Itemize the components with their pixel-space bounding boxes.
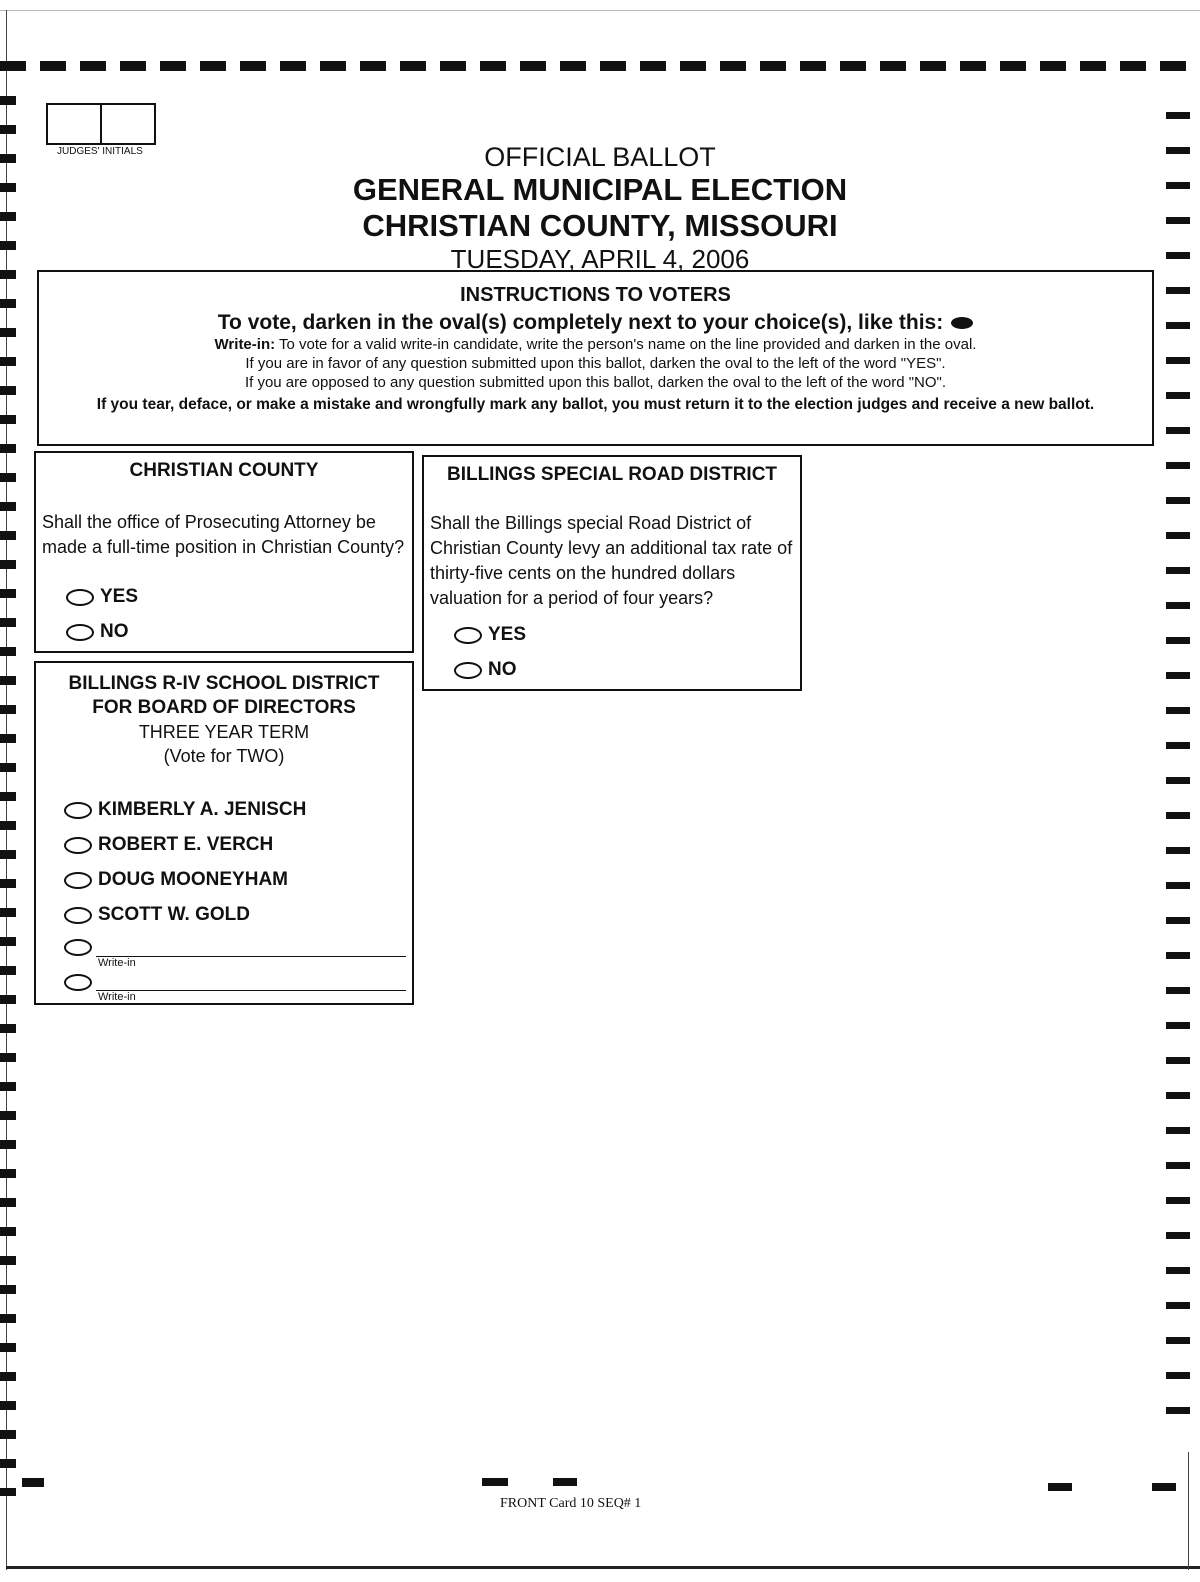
oval-icon[interactable]	[454, 662, 482, 679]
option-no[interactable]	[454, 659, 517, 681]
candidate-name: DOUG MOONEYHAM	[98, 869, 288, 890]
contest-term: THREE YEAR TERM	[138, 722, 310, 742]
oval-icon[interactable]	[64, 974, 92, 991]
oval-icon[interactable]	[66, 589, 94, 606]
page-border-top	[0, 10, 1200, 11]
candidate-option[interactable]	[64, 869, 288, 891]
writein-line-2[interactable]	[96, 990, 406, 991]
question-line: Shall the office of Prosecuting Attorney be	[42, 512, 376, 532]
candidate-name: SCOTT W. GOLD	[98, 904, 250, 925]
oval-icon[interactable]	[454, 627, 482, 644]
option-yes[interactable]	[66, 586, 138, 608]
page-border-bottom	[6, 1566, 1200, 1569]
contest-christian-county	[34, 451, 414, 653]
contest-title-line: BILLINGS R-IV SCHOOL DISTRICT	[68, 673, 380, 694]
candidate-option[interactable]	[64, 834, 273, 856]
writein-label-2: Write-in	[98, 991, 136, 1003]
instructions-box	[37, 270, 1154, 446]
question-line: valuation for a period of four years?	[430, 588, 714, 608]
header-official-ballot: OFFICIAL BALLOT	[484, 142, 716, 172]
timing-marks-right	[1166, 112, 1190, 1432]
judges-initials-box[interactable]	[46, 103, 156, 145]
instructions-no: If you are opposed to any question submitted upon this ballot, darken the oval to the left of the word "NO".	[244, 374, 947, 391]
instructions-yes: If you are in favor of any question submitted upon this ballot, darken the oval to the left of the word "YES".	[245, 355, 946, 372]
option-label: YES	[488, 624, 527, 645]
oval-icon[interactable]	[64, 939, 92, 956]
header-date: TUESDAY, APRIL 4, 2006	[450, 244, 750, 274]
oval-icon[interactable]	[66, 624, 94, 641]
timing-marks-left	[0, 96, 16, 1496]
instructions-writein	[39, 335, 1152, 354]
timing-marks-top	[0, 61, 1200, 71]
question-line: thirty-five cents on the hundred dollars	[430, 563, 736, 583]
footer-mark-left	[482, 1478, 508, 1486]
sample-filled-oval-icon	[951, 317, 973, 329]
footer-card-sequence: FRONT Card 10 SEQ# 1	[500, 1496, 642, 1511]
contest-question	[42, 510, 404, 560]
contest-title: BILLINGS SPECIAL ROAD DISTRICT	[446, 464, 778, 485]
option-label: YES	[100, 586, 139, 607]
oval-icon[interactable]	[64, 907, 92, 924]
corner-mark-bottom-right-2	[1152, 1483, 1176, 1491]
writein-option-1[interactable]	[64, 939, 98, 956]
instructions-writein-text: To vote for a valid write-in candidate, write the person's name on the line provided and darken in the oval.	[279, 336, 977, 353]
instructions-main-text: To vote, darken in the oval(s) completely next to your choice(s), like this:	[217, 311, 944, 334]
candidate-name: ROBERT E. VERCH	[98, 834, 274, 855]
contest-vote-for: (Vote for TWO)	[163, 746, 285, 766]
judges-initials-cell-2[interactable]	[102, 105, 154, 143]
option-yes[interactable]	[454, 624, 526, 646]
option-no[interactable]	[66, 621, 129, 643]
instructions-writein-label: Write-in:	[214, 336, 276, 353]
oval-icon[interactable]	[64, 872, 92, 889]
candidate-name: KIMBERLY A. JENISCH	[98, 799, 307, 820]
candidate-option[interactable]	[64, 799, 306, 821]
question-line: Shall the Billings special Road District of	[430, 513, 752, 533]
instructions-tear: If you tear, deface, or make a mistake and wrongfully mark any ballot, you must return it to the election judges and receive a new ballot.	[96, 396, 1095, 413]
question-line: made a full-time position in Christian County?	[42, 537, 405, 557]
contest-title-line: FOR BOARD OF DIRECTORS	[92, 697, 356, 718]
corner-mark-bottom-right	[1048, 1483, 1072, 1491]
instructions-title: INSTRUCTIONS TO VOTERS	[460, 284, 731, 306]
contest-title: CHRISTIAN COUNTY	[129, 460, 319, 481]
option-label: NO	[488, 659, 517, 680]
contest-billings-school-board	[34, 661, 414, 1005]
instructions-main	[39, 311, 1152, 335]
option-label: NO	[100, 621, 129, 642]
footer-mark-right	[553, 1478, 577, 1486]
header-county: CHRISTIAN COUNTY, MISSOURI	[362, 208, 838, 243]
corner-mark-bottom-left	[22, 1478, 44, 1487]
contest-question	[430, 511, 792, 611]
judges-initials-label: JUDGES' INITIALS	[57, 146, 143, 157]
judges-initials-cell-1[interactable]	[48, 105, 102, 143]
writein-label-1: Write-in	[98, 957, 136, 969]
header-election-name: GENERAL MUNICIPAL ELECTION	[352, 172, 848, 207]
ballot-header	[300, 142, 900, 274]
contest-billings-road-district	[422, 455, 802, 691]
page-border-right	[1188, 1452, 1189, 1570]
candidate-option[interactable]	[64, 904, 250, 926]
writein-option-2[interactable]	[64, 974, 98, 991]
oval-icon[interactable]	[64, 802, 92, 819]
oval-icon[interactable]	[64, 837, 92, 854]
question-line: Christian County levy an additional tax rate of	[430, 538, 793, 558]
writein-line-1[interactable]	[96, 956, 406, 957]
